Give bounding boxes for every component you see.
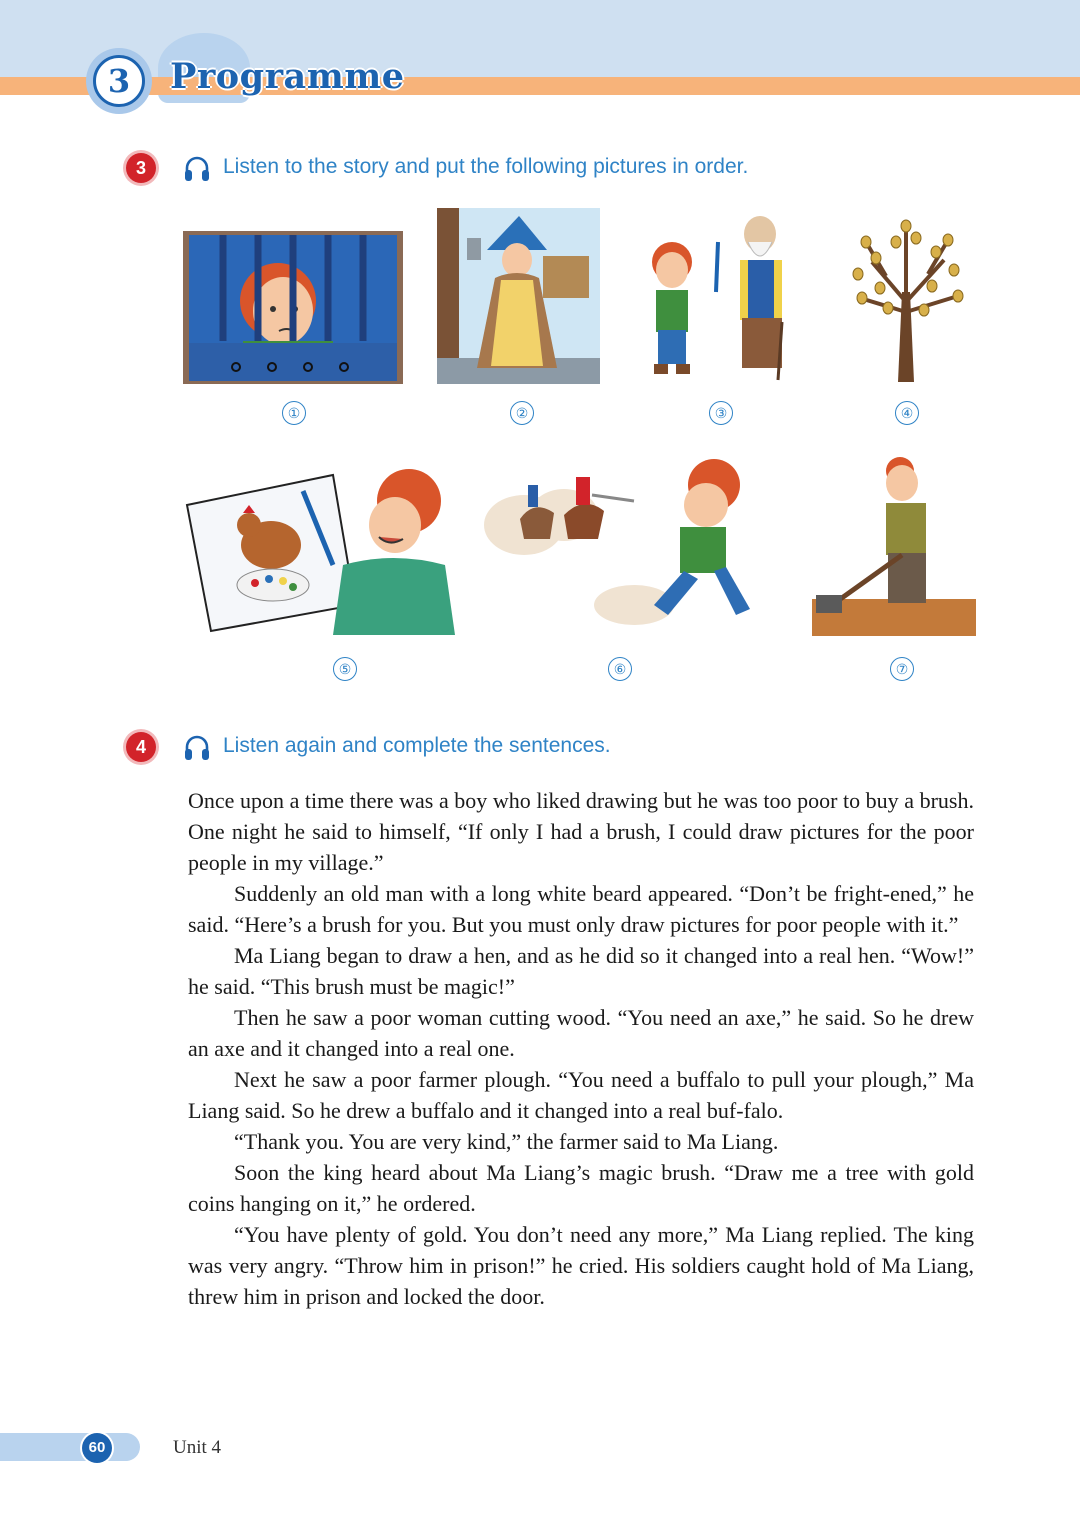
picture-label-4: ④: [895, 401, 919, 425]
picture-woman-with-axe: [437, 208, 600, 384]
footer-decoration: [0, 1433, 140, 1461]
picture-label-3: ③: [709, 401, 733, 425]
picture-boy-and-old-man: [632, 212, 800, 384]
section-badge: [86, 48, 152, 114]
picture-boy-in-prison: [183, 231, 403, 384]
picture-boy-painting-hen: [183, 455, 455, 635]
picture-label-7: ⑦: [890, 657, 914, 681]
story-paragraph-5: Next he saw a poor farmer plough. “You need a buffalo to pull your plough,” Ma Liang said. So he drew a buffalo and it changed into a real buf-falo.: [188, 1067, 974, 1123]
section-title: Programme: [170, 56, 405, 97]
picture-label-2: ②: [510, 401, 534, 425]
story-paragraph-1: Once upon a time there was a boy who liked drawing but he was too poor to buy a brush. One night he said to himself, “If only I had a brush, I could draw pictures for the poor people in my village.”: [188, 788, 974, 875]
story-paragraph-4: Then he saw a poor woman cutting wood. “You need an axe,” he said. So he drew an axe and it changed into a real one.: [188, 1005, 974, 1061]
story-paragraph-2: Suddenly an old man with a long white beard appeared. “Don’t be fright-ened,” he said. “Here’s a brush for you. But you must only draw pictures for poor people with it.”: [188, 881, 974, 937]
exercise-3-badge: 3: [126, 153, 156, 183]
story-paragraph-8: “You have plenty of gold. You don’t need any more,” Ma Liang replied. The king was very angry. “Throw him in prison!” he cried. His soldiers caught hold of Ma Liang, threw him in prison and locked the door.: [188, 1222, 974, 1309]
picture-boy-running: [484, 455, 764, 635]
picture-label-5: ⑤: [333, 657, 357, 681]
story-paragraph-3: Ma Liang began to draw a hen, and as he did so it changed into a real hen. “Wow!” he said. “This brush must be magic!”: [188, 943, 974, 999]
story-paragraph-7: Soon the king heard about Ma Liang’s magic brush. “Draw me a tree with gold coins hanging on it,” he ordered.: [188, 1160, 974, 1216]
exercise-4-instruction: Listen again and complete the sentences.: [223, 734, 611, 757]
story-text: [188, 785, 974, 1312]
headphones-icon: [183, 734, 211, 762]
picture-farmer-ploughing: [812, 455, 976, 636]
unit-label: Unit 4: [173, 1437, 222, 1458]
exercise-4-badge: 4: [126, 732, 156, 762]
picture-label-1: ①: [282, 401, 306, 425]
headphones-icon: [183, 155, 211, 183]
page-number: 60: [82, 1433, 112, 1463]
picture-label-6: ⑥: [608, 657, 632, 681]
section-number: 3: [93, 55, 145, 107]
story-paragraph-6: “Thank you. You are very kind,” the farmer said to Ma Liang.: [234, 1129, 779, 1154]
picture-gold-coin-tree: [836, 212, 976, 384]
header-stripe: [0, 77, 1080, 95]
exercise-3-instruction: Listen to the story and put the following pictures in order.: [223, 155, 749, 178]
